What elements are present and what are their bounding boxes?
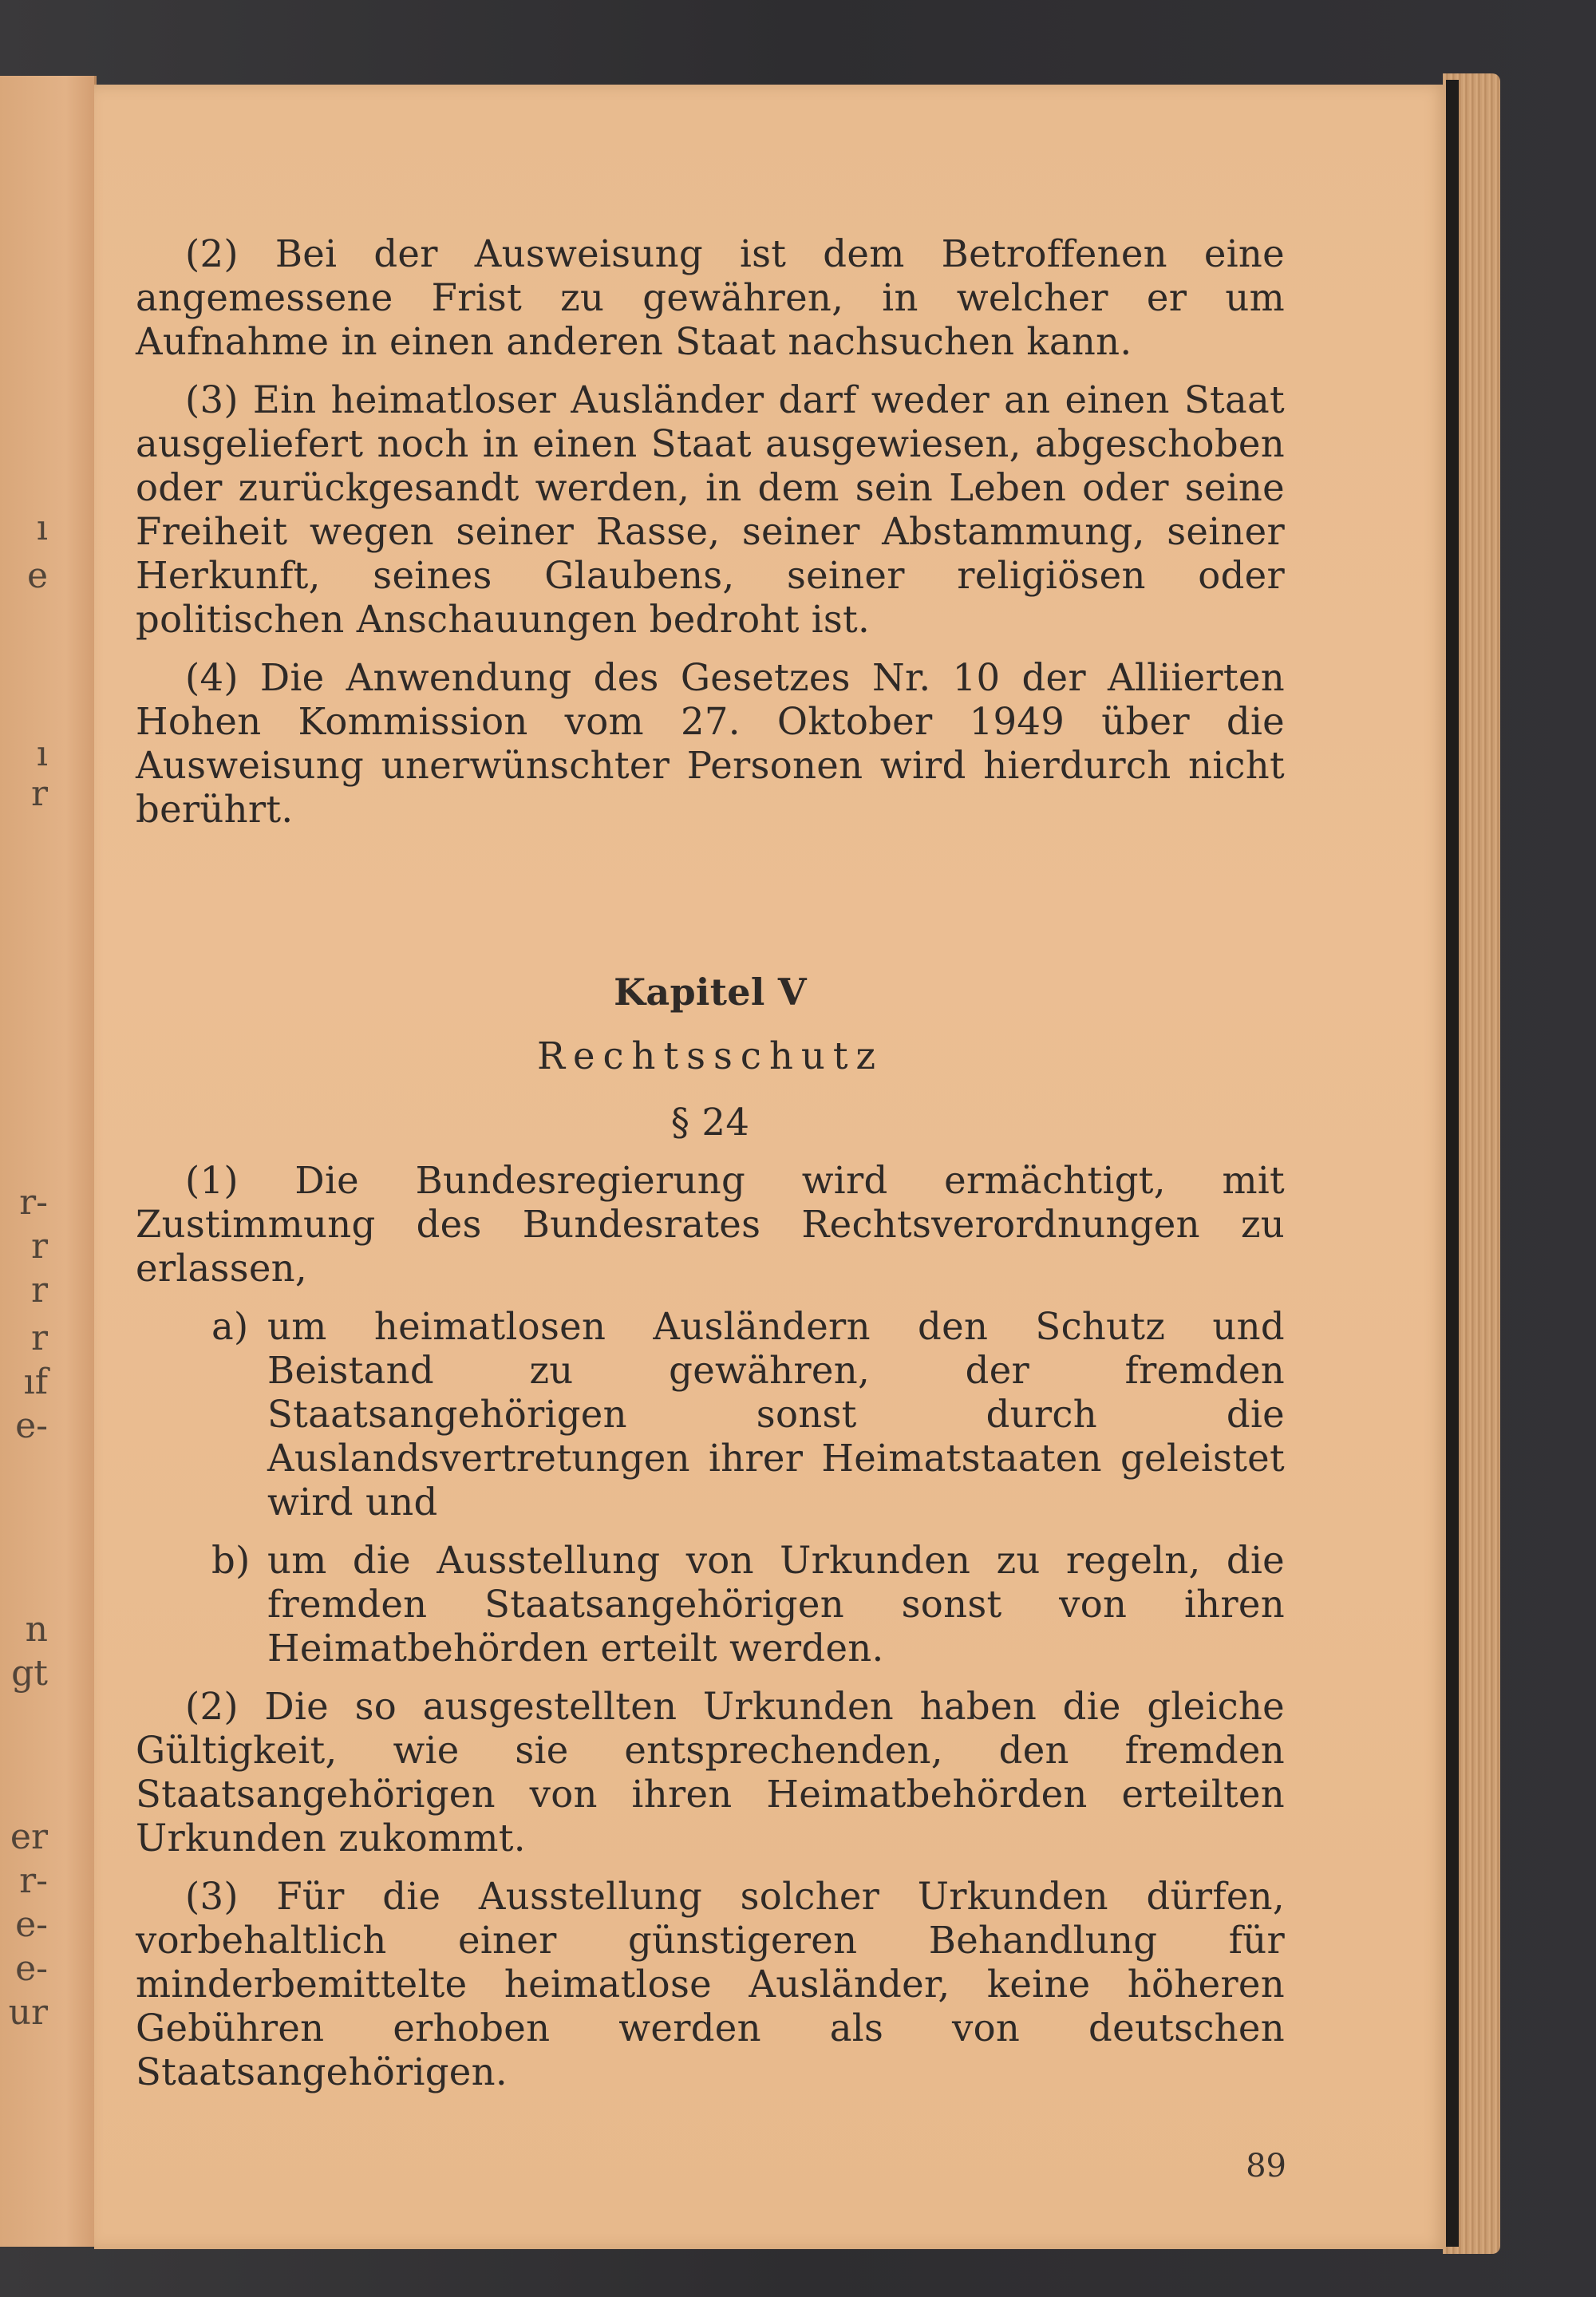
paragraph-2: (2) Bei der Ausweisung ist dem Betroffenen eine angemessene Frist zu gewähren, in welcher er um Aufnahme in einen anderen Staat nachsuchen kann.: [136, 232, 1285, 363]
left-facing-page: [0, 76, 97, 2247]
section-24-paragraph-1: (1) Die Bundesregierung wird ermächtigt, mit Zustimmung des Bundesrates Rechtsverordnungen zu erlassen,: [136, 1159, 1285, 1290]
section-24-paragraph-2: (2) Die so ausgestellten Urkunden haben die gleiche Gültigkeit, wie sie entsprechenden, den fremden Staatsangehörigen von ihren Heimatbehörden erteilten Urkunden zukommt.: [136, 1685, 1285, 1860]
section-24-paragraph-3: (3) Für die Ausstellung solcher Urkunden dürfen, vorbehaltlich einer günstigeren Behandlung für minderbemittelte heimatlose Ausländer, keine höheren Gebühren erhoben werden als von deutschen Staatsangehörigen.: [136, 1875, 1285, 2093]
left-page-fragment: ı: [36, 508, 48, 548]
page-gutter-shadow: [1446, 80, 1459, 2247]
left-page-fragment: r: [30, 773, 48, 814]
left-page-fragment: r-: [19, 1860, 48, 1901]
paragraph-3: (3) Ein heimatloser Ausländer darf weder an einen Staat ausgeliefert noch in einen Staat ausgewiesen, abgeschoben oder zurückgesandt werden, in dem sein Leben oder seine Freiheit wegen seiner Rasse, seiner Abstammung, seiner Herkunft, seines Glaubens, seiner religiösen oder politischen Anschauungen bedroht ist.: [136, 378, 1285, 641]
left-page-fragment: ı: [36, 733, 48, 774]
section-heading: § 24: [670, 1101, 750, 1144]
page-number: 89: [1246, 2148, 1286, 2184]
left-page-fragment: e-: [15, 1948, 48, 1989]
left-page-fragment: r-: [19, 1182, 48, 1223]
left-page-fragment: ıf: [23, 1362, 48, 1402]
list-marker: a): [211, 1305, 249, 1348]
chapter-subtitle: Rechtsschutz: [536, 1034, 884, 1077]
left-page-fragment: r: [30, 1270, 48, 1311]
list-item-a: [136, 1305, 1285, 1524]
left-page-fragment: n: [25, 1609, 48, 1650]
book-page: [94, 85, 1446, 2249]
list-item-b: [136, 1539, 1285, 1670]
left-page-fragment: ur: [8, 1992, 48, 2033]
left-page-fragment: r: [30, 1318, 48, 1358]
left-page-fragment: gt: [11, 1653, 48, 1694]
left-page-fragment: e: [26, 555, 48, 596]
left-page-fragment: e-: [15, 1904, 48, 1945]
list-item-text: um die Ausstellung von Urkunden zu regeln, die fremden Staatsangehörigen sonst von ihren Heimatbehörden erteilt werden.: [267, 1539, 1285, 1670]
left-page-fragment: e-: [15, 1405, 48, 1446]
list-item-text: um heimatlosen Ausländern den Schutz und Beistand zu gewähren, der fremden Staatsangehörigen sonst durch die Auslandsvertretungen ihrer Heimatstaaten geleistet wird und: [267, 1305, 1285, 1524]
list-marker: b): [211, 1539, 251, 1582]
page-text: [136, 232, 1285, 2094]
left-page-fragment: er: [10, 1817, 48, 1857]
chapter-title: Kapitel V: [614, 971, 807, 1014]
left-page-fragment: r: [30, 1226, 48, 1267]
paragraph-4: (4) Die Anwendung des Gesetzes Nr. 10 der Alliierten Hohen Kommission vom 27. Oktober 1949 über die Ausweisung unerwünschter Personen wird hierdurch nicht berührt.: [136, 656, 1285, 831]
